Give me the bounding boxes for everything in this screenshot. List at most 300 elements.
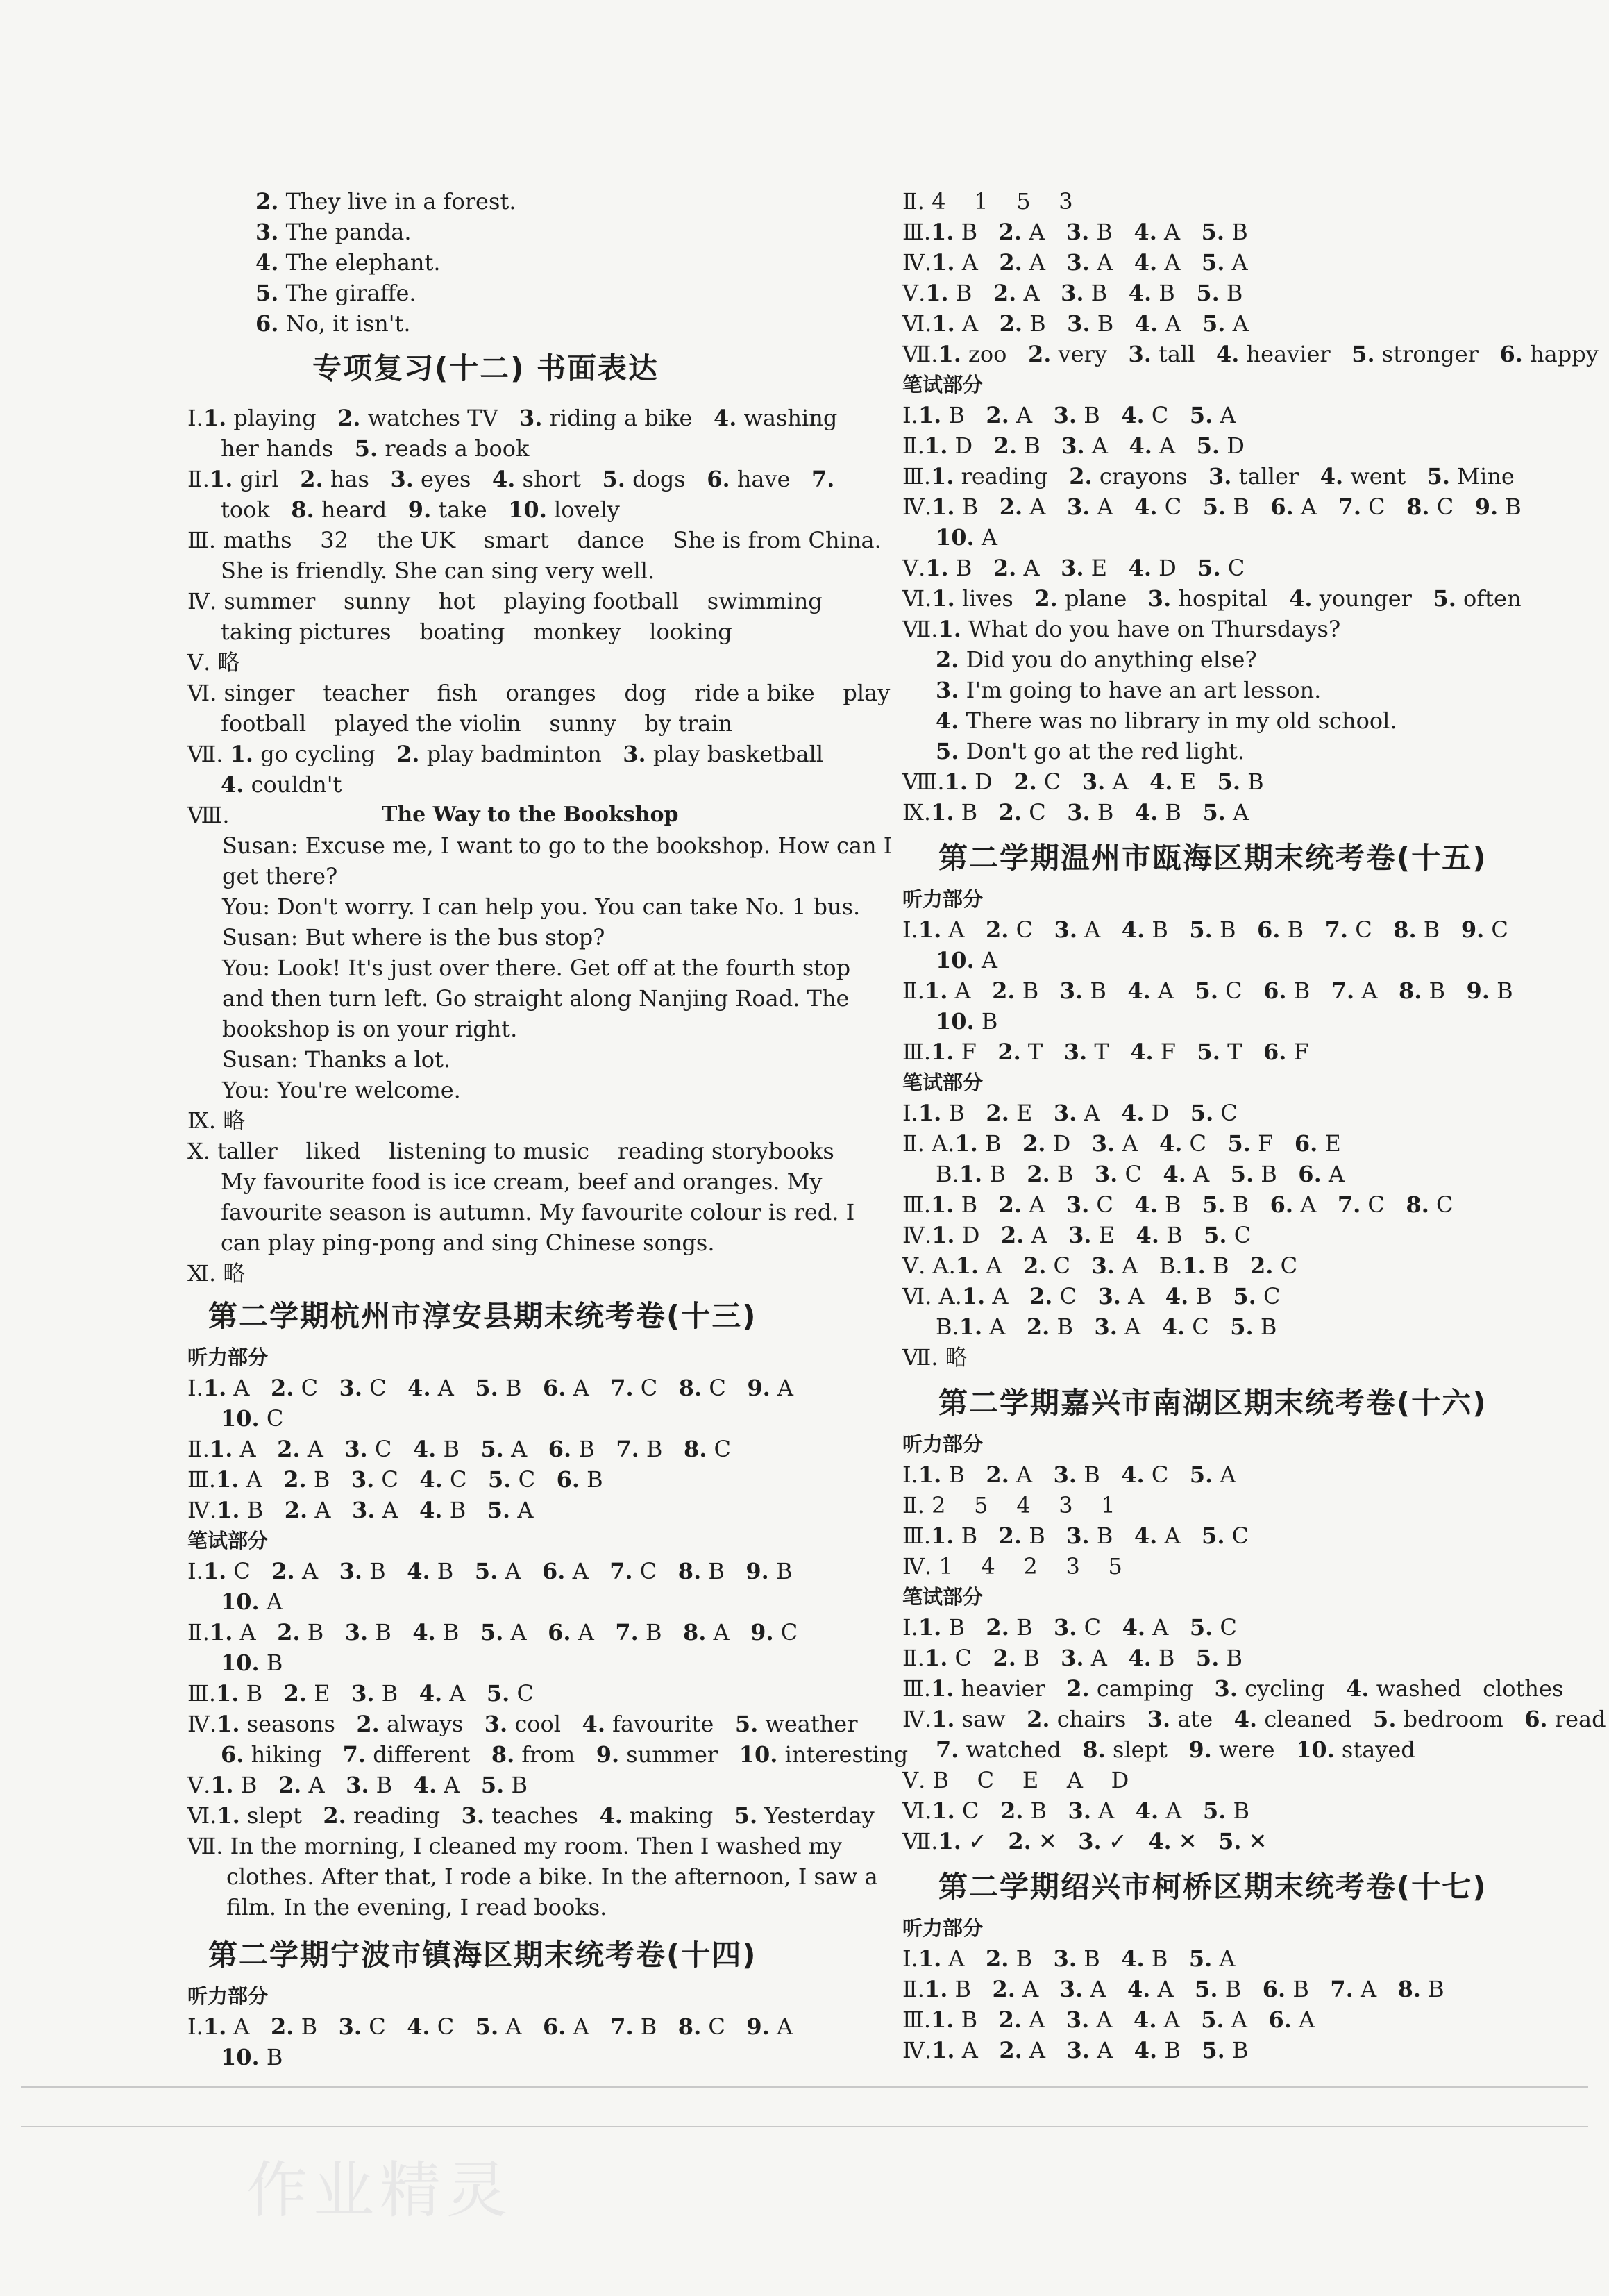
item-number: 2. xyxy=(1069,463,1093,489)
answer-line xyxy=(187,1557,793,1585)
answer-text: slept xyxy=(1105,1736,1189,1763)
item-number: 6. xyxy=(1298,1161,1322,1187)
item-number: 9. xyxy=(1188,1736,1212,1763)
item-number: 3. xyxy=(1053,1945,1077,1972)
answer-text: C xyxy=(226,1558,272,1584)
item-number: 1. xyxy=(932,249,955,276)
answer-line xyxy=(902,1675,1563,1702)
answer-line xyxy=(902,1461,1236,1489)
item-number: 1. xyxy=(217,1802,240,1829)
item-number: 4. xyxy=(1165,1283,1189,1309)
answer-text: The giraffe. xyxy=(278,280,416,306)
answer-text: A xyxy=(706,1619,751,1645)
answer-text: C xyxy=(1256,1283,1281,1309)
subsection-label: 听力部分 xyxy=(902,887,984,911)
answer-text: lives xyxy=(954,585,1035,612)
item-number: 5. xyxy=(936,738,959,764)
item-number: 8. xyxy=(677,1558,702,1584)
answer-line xyxy=(221,618,732,646)
answer-text: C xyxy=(1036,769,1082,795)
answer-text: B xyxy=(1219,280,1243,306)
answer-line xyxy=(222,984,849,1012)
answer-text: B xyxy=(1090,310,1135,337)
answer-text: favourite xyxy=(605,1711,735,1737)
answer-text: playing xyxy=(226,405,338,431)
item-number: 5. xyxy=(1197,1039,1220,1065)
answer-text: taller xyxy=(1231,463,1320,489)
answer-line xyxy=(902,1343,968,1371)
answer-text: ✕ xyxy=(1171,1828,1219,1854)
answer-text: B xyxy=(1077,1461,1122,1488)
item-number: 5. xyxy=(1227,1130,1251,1157)
answer-line xyxy=(222,954,850,982)
footer-divider xyxy=(21,2086,1588,2088)
answer-text: Ⅳ. xyxy=(902,249,932,276)
answer-text: A xyxy=(954,249,1000,276)
answer-text: C xyxy=(1022,799,1068,826)
answer-text: B xyxy=(768,1558,793,1584)
answer-text: B xyxy=(430,1558,475,1584)
answer-line xyxy=(902,1644,1242,1672)
subsection-label: 笔试部分 xyxy=(902,1585,984,1609)
answer-text: A xyxy=(294,1558,339,1584)
answer-text: A xyxy=(1212,1945,1236,1972)
answer-text: C xyxy=(367,1436,413,1462)
item-number: 2. xyxy=(986,402,1009,428)
answer-text: C xyxy=(1361,1191,1406,1218)
subsection-label: 笔试部分 xyxy=(902,373,984,396)
answer-text: Ⅱ. xyxy=(187,1619,210,1645)
item-number: 3. xyxy=(1061,280,1084,306)
item-number: 4. xyxy=(1320,463,1344,489)
answer-text: Ⅱ. 4 1 5 3 xyxy=(902,188,1073,215)
answer-text: B xyxy=(1022,310,1068,337)
answer-text: Ⅶ. xyxy=(902,341,938,367)
answer-text: Ⅷ. xyxy=(187,802,230,828)
answer-line xyxy=(902,340,1599,368)
answer-text: B xyxy=(259,2044,283,2070)
answer-text: B xyxy=(1224,219,1248,245)
item-number: 7. xyxy=(1331,978,1355,1004)
answer-text: Ⅵ. xyxy=(187,1802,217,1829)
item-number: 3. xyxy=(1065,1191,1090,1218)
item-number: 2. xyxy=(986,1461,1009,1488)
answer-text: Did you do anything else? xyxy=(959,646,1257,673)
item-number: 4. xyxy=(419,1466,443,1493)
answer-text: A xyxy=(1084,1645,1129,1671)
answer-text: hospital xyxy=(1171,585,1290,612)
item-number: 1. xyxy=(938,341,961,367)
item-number: 4. xyxy=(1233,1706,1258,1732)
answer-text: B xyxy=(436,1436,481,1462)
answer-text: cycling xyxy=(1237,1675,1347,1702)
item-number: 4. xyxy=(1134,2037,1158,2063)
answer-text: C xyxy=(259,1405,284,1432)
item-number: 2. xyxy=(999,2037,1022,2063)
answer-text: C xyxy=(1009,916,1054,943)
item-number: 6. xyxy=(1268,2006,1292,2033)
answer-text: A xyxy=(1022,249,1067,276)
answer-text: A xyxy=(566,2013,611,2040)
item-number: 9. xyxy=(1474,494,1499,520)
item-number: 2. xyxy=(1000,1222,1025,1248)
item-number: 2. xyxy=(1066,1675,1090,1702)
answer-text: A xyxy=(1225,310,1249,337)
item-number: 5. xyxy=(1218,1828,1242,1854)
answer-text: B xyxy=(1226,1798,1250,1824)
answer-text: favourite season is autumn. My favourite colour is red. I xyxy=(221,1199,855,1225)
item-number: 5. xyxy=(1204,1222,1227,1248)
item-number: 10. xyxy=(221,2044,260,2070)
answer-text: short xyxy=(515,466,603,492)
item-number: 4. xyxy=(1134,310,1159,337)
item-number: 7. xyxy=(615,1619,639,1645)
answer-text: Ⅶ. xyxy=(187,741,230,767)
answer-text: B xyxy=(1205,1252,1251,1279)
item-number: 3. xyxy=(1091,1130,1115,1157)
item-number: 1. xyxy=(931,2006,954,2033)
item-number: 5. xyxy=(1217,769,1240,795)
item-number: 3. xyxy=(1081,769,1106,795)
item-number: 4. xyxy=(1121,1461,1145,1488)
item-number: 3. xyxy=(1061,1645,1084,1671)
answer-line xyxy=(902,279,1242,307)
answer-text: C xyxy=(374,1466,420,1493)
answer-text: D xyxy=(967,769,1014,795)
answer-text: A xyxy=(308,1497,352,1523)
answer-text: What do you have on Thursdays? xyxy=(961,616,1341,642)
item-number: 6. xyxy=(1294,1130,1318,1157)
answer-text: B xyxy=(368,1619,413,1645)
answer-text: B xyxy=(701,1558,746,1584)
answer-text: B xyxy=(442,1497,487,1523)
item-number: 2. xyxy=(1026,1314,1050,1340)
answer-line xyxy=(221,710,732,737)
item-number: 10. xyxy=(739,1741,778,1768)
item-number: 5. xyxy=(1230,1161,1254,1187)
answer-text: B xyxy=(1083,978,1128,1004)
answer-line xyxy=(221,1588,283,1616)
answer-line xyxy=(187,1771,528,1799)
answer-text: C xyxy=(1052,1283,1098,1309)
item-number: 2. xyxy=(300,466,323,492)
answer-text: Ⅳ. summer sunny hot playing football swimming xyxy=(187,588,823,614)
answer-text: very xyxy=(1051,341,1129,367)
item-number: 3. xyxy=(1066,2037,1090,2063)
item-number: 3. xyxy=(346,1772,369,1798)
item-number: 10. xyxy=(221,1589,260,1615)
item-number: 5. xyxy=(474,1558,498,1584)
answer-text: A xyxy=(1186,1161,1231,1187)
item-number: 10. xyxy=(508,496,547,523)
item-number: 2. xyxy=(999,249,1022,276)
answer-text: A xyxy=(1090,1798,1136,1824)
item-number: 1. xyxy=(931,219,954,245)
item-number: 5. xyxy=(1189,402,1213,428)
answer-text: film. In the evening, I read books. xyxy=(226,1894,607,1920)
answer-text: B xyxy=(982,1161,1027,1187)
item-number: 5. xyxy=(475,2013,499,2040)
item-number: 6. xyxy=(542,2013,566,2040)
answer-text: Ⅳ. xyxy=(902,494,932,520)
item-number: 1. xyxy=(210,1772,234,1798)
answer-line xyxy=(221,771,342,798)
item-number: 4. xyxy=(1346,1675,1370,1702)
answer-text: Ⅵ. xyxy=(902,310,932,337)
item-number: 3. xyxy=(1059,1976,1084,2002)
item-number: 5. xyxy=(1351,341,1375,367)
item-number: 1. xyxy=(216,1680,239,1707)
answer-text: Ⅷ. xyxy=(902,769,945,795)
answer-line xyxy=(902,1705,1606,1733)
item-number: 3. xyxy=(1066,249,1090,276)
answer-line xyxy=(936,1313,1277,1341)
item-number: 6. xyxy=(221,1741,244,1768)
answer-text: B xyxy=(306,1466,351,1493)
item-number: 2. xyxy=(998,1523,1022,1549)
answer-line xyxy=(902,554,1245,582)
answer-text: stronger xyxy=(1374,341,1500,367)
item-number: 1. xyxy=(209,466,233,492)
answer-text: B xyxy=(579,1466,603,1493)
answer-text: Ⅶ. xyxy=(902,616,938,642)
item-number: 2. xyxy=(999,310,1022,337)
answer-line xyxy=(255,218,412,246)
answer-text: Ⅱ. A. xyxy=(902,1130,955,1157)
item-number: 4. xyxy=(1128,555,1152,581)
answer-text: zoo xyxy=(961,341,1028,367)
section-heading: 第二学期杭州市淳安县期末统考卷(十三) xyxy=(208,1299,757,1333)
item-number: 1. xyxy=(925,555,949,581)
answer-text: A xyxy=(1024,1222,1069,1248)
answer-text: B xyxy=(1077,1945,1122,1972)
item-number: 5. xyxy=(1188,1945,1213,1972)
answer-text: B xyxy=(639,1436,684,1462)
item-number: 5. xyxy=(602,466,625,492)
answer-line xyxy=(222,1015,517,1043)
item-number: 1. xyxy=(924,433,948,459)
answer-text: B xyxy=(948,555,993,581)
item-number: 3. xyxy=(1094,1161,1118,1187)
answer-text: A xyxy=(941,1945,986,1972)
answer-text: always xyxy=(379,1711,485,1737)
answer-text: A xyxy=(498,2013,543,2040)
answer-text: went xyxy=(1343,463,1427,489)
item-number: 4. xyxy=(1148,1828,1172,1854)
answer-line xyxy=(187,1802,875,1829)
item-number: 2. xyxy=(993,280,1017,306)
item-number: 5. xyxy=(1233,1283,1256,1309)
item-number: 1. xyxy=(1182,1252,1206,1279)
item-number: 2. xyxy=(277,1436,301,1462)
item-number: 4. xyxy=(1215,341,1240,367)
answer-text: A xyxy=(503,1436,548,1462)
answer-text: A xyxy=(301,1772,346,1798)
item-number: 4. xyxy=(1149,769,1173,795)
answer-text: B xyxy=(1159,1222,1204,1248)
item-number: 4. xyxy=(1121,916,1145,943)
answer-text: A xyxy=(442,1680,487,1707)
item-number: 2. xyxy=(993,1645,1016,1671)
answer-text: A xyxy=(985,1283,1030,1309)
item-number: 4. xyxy=(1134,1191,1158,1218)
answer-text: B xyxy=(1084,280,1129,306)
answer-text: making xyxy=(622,1802,734,1829)
answer-text: A xyxy=(1145,1614,1190,1641)
answer-text: C xyxy=(1218,978,1264,1004)
answer-text: A xyxy=(982,1314,1027,1340)
answer-line xyxy=(187,404,837,432)
item-number: 4. xyxy=(1122,1614,1146,1641)
answer-text: B xyxy=(1280,916,1325,943)
answer-text: A xyxy=(1089,2037,1134,2063)
item-number: 8. xyxy=(1393,916,1417,943)
item-number: 7. xyxy=(811,466,835,492)
item-number: 6. xyxy=(707,466,730,492)
answer-text: B xyxy=(1050,1161,1095,1187)
answer-text: B xyxy=(1498,494,1522,520)
answer-text: A xyxy=(1293,494,1338,520)
answer-text: C xyxy=(1484,916,1508,943)
item-number: 3. xyxy=(339,1558,362,1584)
answer-text: Ⅵ. xyxy=(902,585,932,612)
item-number: 3. xyxy=(351,1497,376,1523)
item-number: 1. xyxy=(938,1828,961,1854)
item-number: 4. xyxy=(1129,433,1152,459)
item-number: 1. xyxy=(924,1976,948,2002)
answer-text: F xyxy=(1153,1039,1197,1065)
item-number: 1. xyxy=(931,1523,954,1549)
section-heading: 第二学期宁波市镇海区期末统考卷(十四) xyxy=(208,1938,757,1972)
item-number: 5. xyxy=(1201,219,1225,245)
answer-line xyxy=(902,1282,1280,1310)
answer-text: C xyxy=(1220,555,1245,581)
item-number: 4. xyxy=(1134,219,1157,245)
answer-text: No, it isn't. xyxy=(278,310,411,337)
item-number: 2. xyxy=(986,1614,1009,1641)
item-number: 3. xyxy=(1061,433,1085,459)
answer-text: B xyxy=(300,1619,345,1645)
answer-text: ✕ xyxy=(1031,1828,1079,1854)
answer-text: F xyxy=(1250,1130,1295,1157)
answer-text: A xyxy=(1213,402,1236,428)
answer-text: Ⅰ. xyxy=(902,916,918,943)
answer-text: A xyxy=(430,1375,475,1401)
answer-text: B xyxy=(1050,1314,1095,1340)
answer-line xyxy=(902,493,1522,521)
item-number: 3. xyxy=(1065,2006,1090,2033)
answer-text: play basketball xyxy=(646,741,824,767)
answer-line xyxy=(936,737,1245,765)
answer-text: A xyxy=(954,2037,1000,2063)
answer-line xyxy=(187,1137,834,1165)
answer-text: You: Don't worry. I can help you. You can take No. 1 bus. xyxy=(222,894,861,920)
item-number: 1. xyxy=(918,1461,942,1488)
item-number: 9. xyxy=(1460,916,1485,943)
item-number: 1. xyxy=(216,1466,239,1493)
answer-text: has xyxy=(323,466,391,492)
item-number: 5. xyxy=(1197,555,1221,581)
section-heading: 第二学期温州市瓯海区期末统考卷(十五) xyxy=(938,841,1488,875)
item-number: 5. xyxy=(1196,433,1220,459)
answer-text: A xyxy=(1016,280,1061,306)
answer-line xyxy=(902,1252,1297,1280)
answer-text: plane xyxy=(1057,585,1148,612)
item-number: 1. xyxy=(924,1645,948,1671)
answer-text: B xyxy=(1077,402,1122,428)
item-number: 1. xyxy=(217,1711,240,1737)
answer-line xyxy=(255,249,441,276)
answer-text: B xyxy=(1416,916,1461,943)
subsection-label: 听力部分 xyxy=(187,1346,269,1369)
answer-line xyxy=(936,1160,1345,1188)
answer-text: C xyxy=(701,2013,747,2040)
answer-text: Ⅰ. xyxy=(187,1375,203,1401)
answer-line xyxy=(187,740,823,768)
answer-text: dogs xyxy=(625,466,707,492)
answer-line xyxy=(902,249,1248,276)
item-number: 3. xyxy=(344,1436,368,1462)
answer-text: Ⅹ. taller liked listening to music reading storybooks xyxy=(187,1138,834,1164)
answer-text: B xyxy=(374,1680,419,1707)
answer-text: A xyxy=(974,947,997,973)
item-number: 3. xyxy=(1147,585,1172,612)
answer-line xyxy=(936,523,997,551)
answer-text: Ⅰ. xyxy=(902,402,918,428)
answer-text: B xyxy=(1212,916,1258,943)
item-number: 2. xyxy=(992,978,1016,1004)
answer-text: B xyxy=(233,1772,278,1798)
item-number: 1. xyxy=(918,1945,942,1972)
answer-text: B xyxy=(1090,799,1135,826)
item-number: 5. xyxy=(488,1466,512,1493)
answer-text: A xyxy=(1015,1976,1060,2002)
answer-text: Ⅴ. xyxy=(902,555,926,581)
answer-text: took xyxy=(221,496,292,523)
answer-text: Ⅱ. xyxy=(902,978,925,1004)
answer-line xyxy=(226,1893,607,1921)
answer-line xyxy=(187,1679,534,1707)
item-number: 7. xyxy=(1337,1191,1361,1218)
answer-line xyxy=(902,401,1236,429)
answer-text: washed clothes xyxy=(1369,1675,1564,1702)
answer-line xyxy=(902,1491,1115,1519)
answer-text: A xyxy=(1213,1461,1236,1488)
answer-text: A xyxy=(233,1436,278,1462)
answer-text: Ⅶ. xyxy=(902,1828,938,1854)
item-number: 8. xyxy=(683,1436,707,1462)
answer-text: C xyxy=(1182,1130,1228,1157)
answer-text: Ⅱ. xyxy=(902,433,925,459)
answer-text: C xyxy=(702,1375,748,1401)
answer-line xyxy=(221,1198,854,1226)
answer-text: camping xyxy=(1089,1675,1215,1702)
item-number: 2. xyxy=(992,1976,1016,2002)
item-number: 5. xyxy=(1189,1614,1213,1641)
answer-text: They live in a forest. xyxy=(278,188,516,215)
answer-text: Ⅲ. xyxy=(902,1523,932,1549)
item-number: 4. xyxy=(491,466,516,492)
answer-text: A xyxy=(1009,402,1054,428)
item-number: 2. xyxy=(998,219,1022,245)
item-number: 3. xyxy=(1147,1706,1171,1732)
answer-text: A xyxy=(565,1558,610,1584)
item-number: 5. xyxy=(1230,1314,1254,1340)
answer-text: You: Look! It's just over there. Get off at the fourth stop xyxy=(222,955,851,981)
answer-text: B xyxy=(294,2013,339,2040)
answer-text: hiking xyxy=(244,1741,343,1768)
answer-text: Ⅺ. 略 xyxy=(187,1260,246,1287)
